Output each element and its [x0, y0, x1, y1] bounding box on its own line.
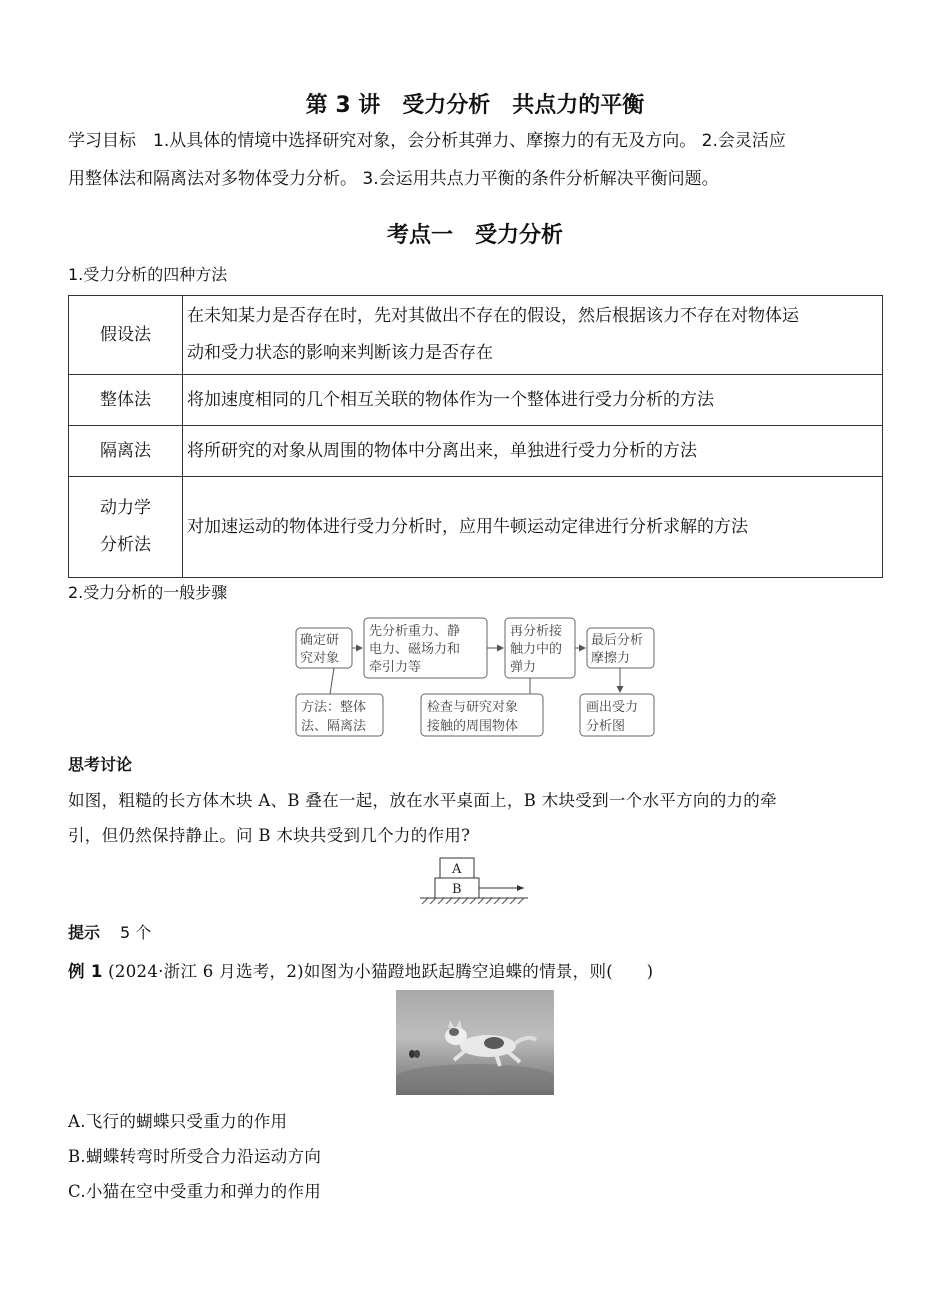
subheading-steps: 2.受力分析的一般步骤 [68, 583, 228, 602]
example-question [68, 958, 653, 982]
subheading-methods: 1.受力分析的四种方法 [68, 265, 228, 284]
surface-hatching [422, 898, 524, 904]
example-text: (2024·浙江 6 月选考，2)如图为小猫蹬地跃起腾空追蝶的情景，则( ) [102, 962, 654, 981]
page-title: 第 3 讲 受力分析 共点力的平衡 [305, 93, 645, 118]
butterfly [409, 1050, 420, 1058]
think-heading: 思考讨论 [68, 755, 133, 774]
hint [68, 920, 151, 943]
cat-illustration [396, 990, 554, 1095]
cat-butterfly-photo [396, 990, 554, 1095]
method-name: 假设法 [69, 296, 183, 375]
example-label: 例 1 [68, 962, 103, 981]
option-b: B.蝴蝶转弯时所受合力沿运动方向 [68, 1147, 322, 1166]
flow-box-2-line: 牵引力等 [369, 660, 422, 675]
flow-box-1-line: 确定研 [300, 633, 340, 648]
method-name-line: 动力学 [100, 498, 151, 518]
flow-note-1-line: 法、隔离法 [301, 719, 367, 734]
flow-note-2-line: 接触的周围物体 [427, 719, 519, 734]
block-a-label: A [452, 862, 462, 877]
think-line-1: 如图，粗糙的长方体木块 A、B 叠在一起，放在水平桌面上，B 木块受到一个水平方向的力的牵 [68, 791, 777, 810]
flow-box-3-line: 触力中的 [510, 642, 563, 657]
method-desc: 对加速运动的物体进行受力分析时，应用牛顿运动定律进行分析求解的方法 [183, 477, 883, 578]
option-c: C.小猫在空中受重力和弹力的作用 [68, 1182, 322, 1201]
blocks-figure [418, 856, 530, 906]
method-name: 整体法 [69, 375, 183, 426]
flow-box-4-line: 最后分析 [591, 633, 644, 648]
flow-box-3-line: 弹力 [510, 660, 537, 675]
methods-table [68, 295, 883, 578]
flow-note-3-line: 画出受力 [586, 700, 639, 715]
table-row [69, 477, 883, 578]
section-title: 考点一 受力分析 [386, 223, 563, 248]
flow-diagram [290, 612, 670, 742]
table-row [69, 296, 883, 375]
method-name [69, 477, 183, 578]
option-a: A.飞行的蝴蝶只受重力的作用 [68, 1112, 288, 1131]
method-desc: 将加速度相同的几个相互关联的物体作为一个整体进行受力分析的方法 [183, 375, 883, 426]
flow-connector [330, 668, 334, 694]
flow-box-2-line: 先分析重力、静 [369, 624, 461, 639]
flow-note-1-line: 方法：整体 [301, 700, 367, 715]
force-arrowhead [517, 885, 524, 891]
method-name-line: 分析法 [100, 535, 151, 555]
hint-label: 提示 [68, 923, 101, 942]
hint-value: 5 个 [120, 923, 152, 942]
table-row [69, 375, 883, 426]
flow-box-1-line: 究对象 [300, 651, 340, 666]
learning-goals [68, 122, 886, 198]
method-desc-line: 在未知某力是否存在时，先对其做出不存在的假设，然后根据该力不存在对物体运 [187, 306, 799, 326]
method-desc: 将所研究的对象从周围的物体中分离出来，单独进行受力分析的方法 [183, 426, 883, 477]
flow-box-4-line: 摩擦力 [591, 651, 631, 666]
goals-line-1: 学习目标 1.从具体的情境中选择研究对象，会分析其弹力、摩擦力的有无及方向。 2.会灵活应 [68, 131, 786, 151]
method-name: 隔离法 [69, 426, 183, 477]
goals-line-2: 用整体法和隔离法对多物体受力分析。 3.会运用共点力平衡的条件分析解决平衡问题。 [68, 169, 719, 189]
method-desc [183, 296, 883, 375]
flow-box-3-line: 再分析接 [510, 624, 563, 639]
flow-box-2-line: 电力、磁场力和 [369, 642, 461, 657]
block-b-label: B [452, 882, 462, 897]
flow-note-3-line: 分析图 [586, 719, 626, 734]
method-desc-line: 动和受力状态的影响来判断该力是否存在 [187, 343, 493, 363]
flow-note-2-line: 检查与研究对象 [427, 700, 519, 715]
table-row [69, 426, 883, 477]
think-line-2: 引，但仍然保持静止。问 B 木块共受到几个力的作用? [68, 826, 471, 845]
